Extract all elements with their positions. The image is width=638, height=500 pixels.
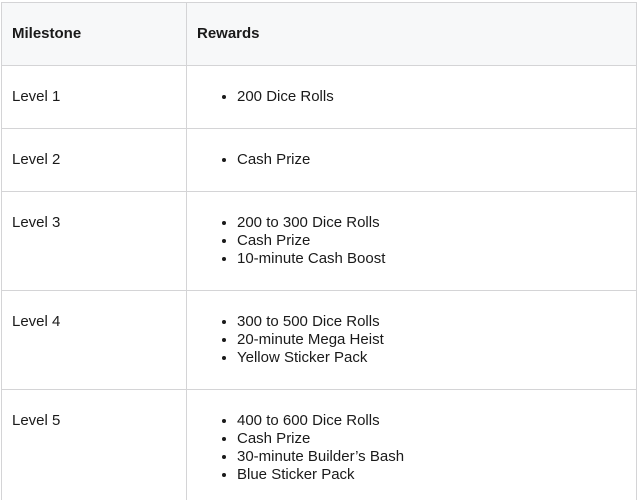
rewards-cell xyxy=(187,129,637,192)
rewards-list xyxy=(197,313,626,367)
reward-item: • 300 to 500 Dice Rolls xyxy=(237,313,626,331)
table-body xyxy=(2,66,637,500)
table-row xyxy=(2,291,637,390)
reward-item: • 200 Dice Rolls xyxy=(237,88,626,106)
milestone-cell: Level 1 xyxy=(2,66,187,129)
table-row xyxy=(2,66,637,129)
rewards-list xyxy=(197,412,626,484)
reward-item: • Yellow Sticker Pack xyxy=(237,349,626,367)
milestone-column-header: Milestone xyxy=(2,3,187,66)
reward-item: • 10-minute Cash Boost xyxy=(237,250,626,268)
rewards-list xyxy=(197,151,626,169)
milestone-rewards-table xyxy=(1,2,637,500)
rewards-cell xyxy=(187,291,637,390)
rewards-list xyxy=(197,214,626,268)
rewards-cell xyxy=(187,66,637,129)
reward-item: • 400 to 600 Dice Rolls xyxy=(237,412,626,430)
header-row xyxy=(2,3,637,66)
milestone-cell: Level 3 xyxy=(2,192,187,291)
milestone-cell: Level 2 xyxy=(2,129,187,192)
rewards-list xyxy=(197,88,626,106)
table-row xyxy=(2,129,637,192)
reward-item: • Cash Prize xyxy=(237,151,626,169)
rewards-column-header: Rewards xyxy=(187,3,637,66)
milestone-cell: Level 5 xyxy=(2,390,187,500)
rewards-cell xyxy=(187,390,637,500)
reward-item: • Cash Prize xyxy=(237,232,626,250)
reward-item: • Cash Prize xyxy=(237,430,626,448)
table-header xyxy=(2,3,637,66)
milestone-cell: Level 4 xyxy=(2,291,187,390)
table-row xyxy=(2,192,637,291)
table-row xyxy=(2,390,637,500)
reward-item: • Blue Sticker Pack xyxy=(237,466,626,484)
reward-item: • 200 to 300 Dice Rolls xyxy=(237,214,626,232)
reward-item: • 30-minute Builder’s Bash xyxy=(237,448,626,466)
reward-item: • 20-minute Mega Heist xyxy=(237,331,626,349)
rewards-cell xyxy=(187,192,637,291)
